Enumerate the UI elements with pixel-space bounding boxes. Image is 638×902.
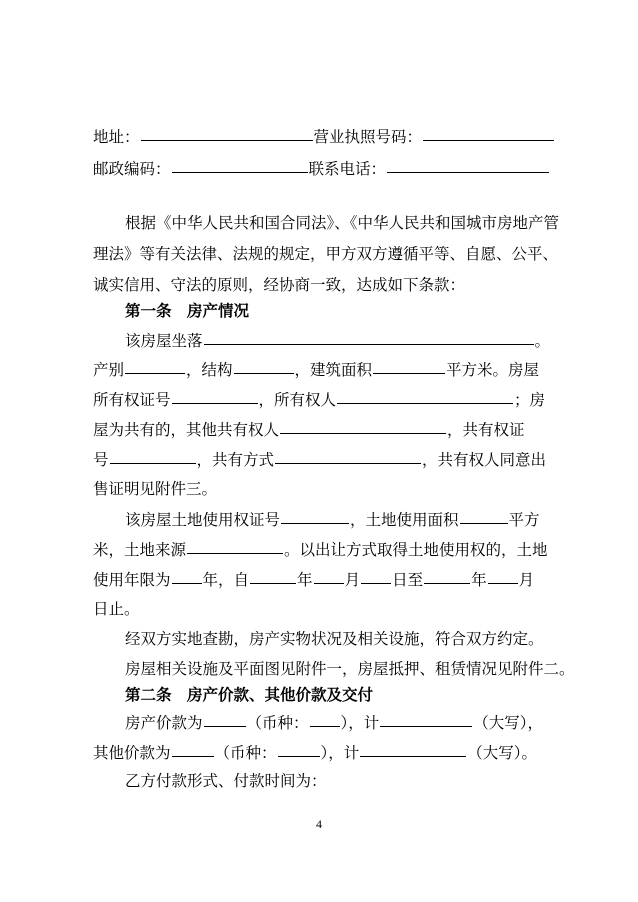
- price-total-field[interactable]: [380, 707, 472, 727]
- currency-open: （币种：: [246, 714, 309, 732]
- capital-end: （大写）。: [467, 744, 538, 762]
- land-cert-row: [125, 505, 548, 535]
- owner-field[interactable]: [337, 384, 513, 404]
- type-field[interactable]: [125, 354, 185, 374]
- facilities-row: 房屋相关设施及平面图见附件一，房屋抵押、租赁情况见附件二。: [125, 660, 575, 678]
- end-day-row: [93, 594, 548, 624]
- article2-title: 第二条 房产价款、其他价款及交付: [125, 685, 374, 704]
- license-label: 营业执照号码：: [313, 128, 423, 146]
- years-field[interactable]: [172, 564, 202, 584]
- location-suffix: 。: [534, 332, 551, 350]
- phone-field[interactable]: [387, 153, 549, 173]
- capital-label: （大写），: [473, 714, 544, 732]
- coowner-row: [93, 415, 548, 445]
- cert-row: [93, 385, 548, 415]
- start-year-field[interactable]: [250, 564, 296, 584]
- area-field[interactable]: [373, 354, 445, 374]
- day-to-label: 日至: [392, 571, 424, 589]
- cocert-num-field[interactable]: [110, 444, 196, 464]
- from-label: ，自: [218, 571, 250, 589]
- land-source-suffix: 。以出让方式取得土地使用权的，土地: [284, 541, 548, 559]
- land-cert-label: 该房屋土地使用权证号: [125, 511, 281, 529]
- type-label: 产别: [93, 361, 125, 379]
- owner-end: ；房: [514, 391, 546, 409]
- end-day-text: 日止。: [93, 600, 140, 618]
- land-area-unit: 平方: [508, 511, 540, 529]
- start-day-field[interactable]: [361, 564, 391, 584]
- agree-label: ，共有权人同意出: [422, 451, 547, 469]
- start-month-field[interactable]: [314, 564, 344, 584]
- end-year-field[interactable]: [424, 564, 470, 584]
- num-label: 号: [93, 451, 109, 469]
- type-row: [93, 355, 548, 385]
- years-row: [93, 565, 548, 595]
- land-source-row: [93, 535, 548, 565]
- land-area-label: ，土地使用面积: [350, 511, 459, 529]
- location-field[interactable]: [204, 325, 534, 345]
- other-total-field[interactable]: [360, 737, 466, 757]
- start-year-unit: 年: [297, 571, 313, 589]
- location-label: 该房屋坐落: [125, 332, 203, 350]
- payment-row: 乙方付款形式、付款时间为：: [125, 772, 327, 790]
- currency-close: ），计: [340, 714, 380, 732]
- coowner-field[interactable]: [280, 414, 446, 434]
- price-currency-field[interactable]: [310, 707, 340, 727]
- comode-row: [93, 445, 548, 475]
- preamble-line-2: 理法》等有关法律、法规的规定，甲方双方遵循平等、自愿、公平、: [93, 245, 559, 263]
- comode-label: ，共有方式: [196, 451, 275, 469]
- price-field[interactable]: [204, 707, 246, 727]
- inspect-row: 经双方实地查勘，房产实物状况及相关设施，符合双方约定。: [125, 630, 544, 648]
- land-area-field[interactable]: [460, 504, 508, 524]
- other-currency-field[interactable]: [278, 737, 320, 757]
- area-label: ，建筑面积: [294, 361, 373, 379]
- location-row: [125, 326, 551, 356]
- address-field[interactable]: [141, 121, 313, 141]
- address-row: [93, 122, 548, 152]
- other-currency-close: ），计: [320, 744, 360, 762]
- cert-field[interactable]: [172, 384, 258, 404]
- land-source-field[interactable]: [187, 534, 283, 554]
- other-price-label: 其他价款为: [93, 744, 171, 762]
- years-label: 使用年限为: [93, 571, 171, 589]
- cocert-label: ，共有权证: [447, 421, 525, 439]
- other-price-field[interactable]: [172, 737, 214, 757]
- cert-label: 所有权证号: [93, 391, 171, 409]
- preamble-line-1: 根据《中华人民共和国合同法》、《中华人民共和国城市房地产管: [125, 214, 560, 232]
- comode-field[interactable]: [275, 444, 421, 464]
- end-year-unit: 年: [471, 571, 487, 589]
- postcode-field[interactable]: [172, 153, 308, 173]
- area-unit: 平方米。房屋: [446, 361, 540, 379]
- land-cert-field[interactable]: [281, 504, 349, 524]
- start-month-unit: 月: [344, 571, 361, 589]
- license-field[interactable]: [423, 121, 554, 141]
- postcode-row: [93, 154, 548, 184]
- other-price-row: [93, 738, 548, 768]
- year-unit: 年: [202, 571, 219, 589]
- article1-title: 第一条 房产情况: [125, 301, 250, 320]
- preamble-line-3: 诚实信用、守法的原则，经协商一致，达成如下条款：: [93, 276, 466, 294]
- structure-label: ，结构: [186, 361, 233, 379]
- page-number: 4: [316, 817, 322, 831]
- structure-field[interactable]: [234, 354, 294, 374]
- price-row: [125, 708, 548, 738]
- owner-label: ，所有权人: [258, 391, 337, 409]
- annex3-row: 售证明见附件三。: [93, 480, 218, 498]
- other-currency-open: （币种：: [214, 744, 277, 762]
- price-label: 房产价款为: [125, 714, 203, 732]
- coowner-label: 屋为共有的，其他共有权人: [93, 421, 280, 439]
- end-month-unit: 月: [518, 571, 535, 589]
- land-source-label: 米，土地来源: [93, 541, 187, 559]
- phone-label: 联系电话：: [308, 160, 387, 178]
- end-month-field[interactable]: [488, 564, 518, 584]
- address-label: 地址：: [93, 128, 140, 146]
- postcode-label: 邮政编码：: [93, 160, 171, 178]
